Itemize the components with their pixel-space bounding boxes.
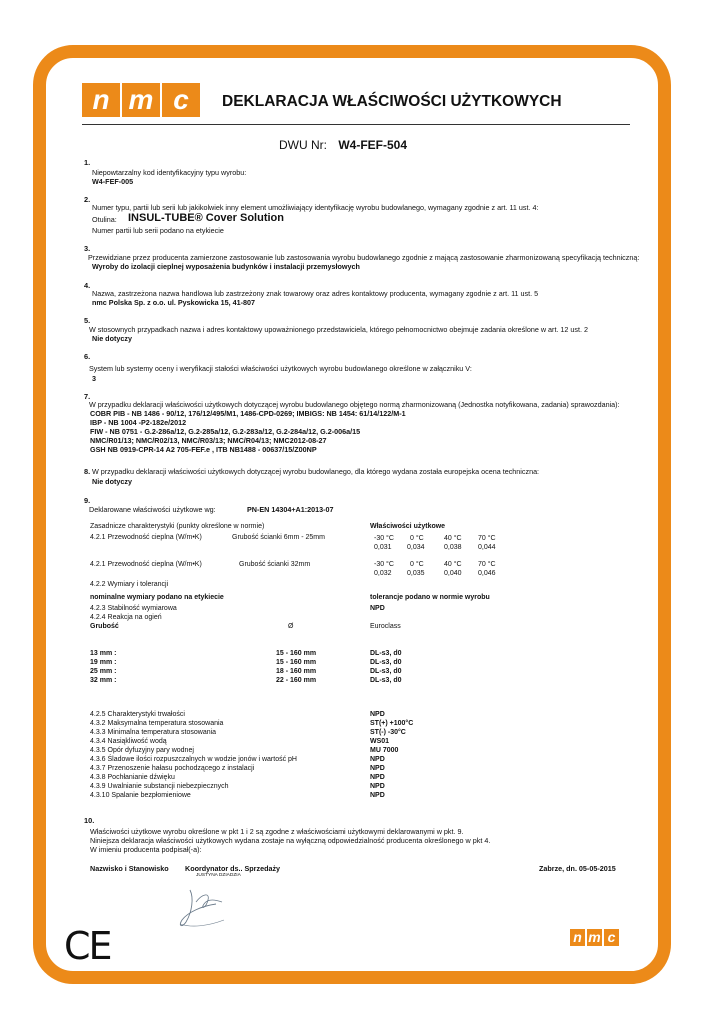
product-name: INSUL-TUBE® Cover Solution (128, 212, 284, 224)
thermal-row-1-sub: Grubość ścianki 6mm - 25mm (232, 534, 325, 541)
section-2-number: 2. (84, 195, 91, 204)
property-value: NPD (370, 783, 385, 790)
section-9-norm: PN-EN 14304+A1:2013-07 (247, 505, 334, 514)
property-value: NPD (370, 765, 385, 772)
dimensions-label: 4.2.2 Wymiary i tolerancji (90, 581, 169, 588)
section-7-number: 7. (84, 392, 91, 401)
section-1-text: Niepowtarzalny kod identyfikacyjny typu wyrobu: (92, 168, 247, 177)
section-4-value: nmc Polska Sp. z o.o. ul. Pyskowicka 15, 41-807 (92, 298, 255, 307)
property-value: NPD (370, 792, 385, 799)
logo-letter: n (82, 83, 120, 117)
property-label: 4.3.4 Nasiąkliwość wodą (90, 738, 167, 745)
section-7-line: COBR PIB - NB 1486 - 90/12, 176/12/495/M1, 1486-CPD-0269; IMBIGS: NB 1454: 61/14/122/M-1 (90, 409, 406, 418)
value-cell: 0,031 (374, 544, 392, 551)
fire-row-thickness: 13 mm : (90, 650, 117, 657)
section-7-text: W przypadku deklaracji właściwości użytkowych dotyczącej wyrobu budowlanego objętego normą zharmonizowaną (Jednostka notyfikowana, zadania) sprawozdania): (89, 400, 620, 409)
temp-cell: 0 °C (410, 535, 424, 542)
property-value: ST(-) -30°C (370, 729, 406, 736)
fire-row-class: DL-s3, d0 (370, 650, 402, 657)
property-value: NPD (370, 756, 385, 763)
section-9-number: 9. (84, 496, 91, 505)
fire-row-thickness: 32 mm : (90, 677, 117, 684)
otulina-label: Otulina: (92, 215, 117, 224)
thermal-row-1-label: 4.2.1 Przewodność cieplna (W/m•K) (90, 534, 202, 541)
property-value: ST(+) +100°C (370, 720, 414, 727)
section-1-value: W4-FEF-005 (92, 177, 134, 186)
dwu-label: DWU Nr: (279, 138, 327, 152)
dwu-number (279, 138, 407, 152)
fire-row-diameter: 15 - 160 mm (276, 659, 317, 666)
property-label: 4.3.10 Spalanie bezpłomieniowe (90, 792, 191, 799)
fire-row-thickness: 25 mm : (90, 668, 117, 675)
signatory-name: JUSTYNA DZIADZIA (196, 873, 241, 878)
fire-row-diameter: 18 - 160 mm (276, 668, 317, 675)
section-8-number: 8. (84, 467, 91, 476)
handwritten-signature (172, 884, 232, 932)
fire-header-euroclass: Euroclass (370, 623, 401, 630)
section-10-line: Właściwości użytkowe wyrobu określone w pkt 1 i 2 są zgodne z właściwościami użytkowymi deklarowanymi w pkt. 9. (90, 827, 464, 836)
section-2-text: Numer typu, partii lub serii lub jakikolwiek inny element umożliwiający identyfikację wyrobu budowlanego, wymagany zgodnie z art. 11 ust. 4: (92, 203, 539, 212)
property-value: NPD (370, 711, 385, 718)
section-4-text: Nazwa, zastrzeżona nazwa handlowa lub zastrzeżony znak towarowy oraz adres kontaktowy producenta, wymagany zgodnie z art. 11 ust. 5 (92, 289, 539, 298)
property-value: MU 7000 (370, 747, 399, 754)
section-4-number: 4. (84, 281, 91, 290)
section-5-value: Nie dotyczy (92, 334, 132, 343)
temp-cell: -30 °C (374, 561, 394, 568)
fire-row-class: DL-s3, d0 (370, 659, 402, 666)
section-10-line: Niniejsza deklaracja właściwości użytkowych wydana zostaje na wyłączną odpowiedzialność producenta określonego w pkt 4. (90, 836, 491, 845)
section-6-text: System lub systemy oceny i weryfikacji stałości właściwości użytkowych wyrobu budowlanego określone w załączniku V: (89, 364, 472, 373)
fire-reaction-label: 4.2.4 Reakcja na ogień (90, 614, 162, 621)
section-6-value: 3 (92, 374, 96, 383)
logo-letter: c (604, 929, 619, 946)
fire-row-class: DL-s3, d0 (370, 668, 402, 675)
temp-cell: 70 °C (478, 561, 496, 568)
value-cell: 0,040 (444, 570, 462, 577)
logo-letter: c (162, 83, 200, 117)
fire-row-thickness: 19 mm : (90, 659, 117, 666)
section-7-line: FIW - NB 0751 - G.2-286a/12, G.2-285a/12, G.2-283a/12, G.2-284a/12, G.2-006a/15 (90, 427, 361, 436)
value-cell: 0,034 (407, 544, 425, 551)
section-2-note: Numer partii lub serii podano na etykiecie (92, 226, 224, 235)
col-header-characteristics: Zasadnicze charakterystyki (punkty określone w normie) (90, 523, 265, 530)
thermal-row-2-label: 4.2.1 Przewodność cieplna (W/m•K) (90, 561, 202, 568)
temp-cell: -30 °C (374, 535, 394, 542)
section-6-number: 6. (84, 352, 91, 361)
section-3-text: Przewidziane przez producenta zamierzone zastosowanie lub zastosowania wyrobu budowlanego zgodnie z mającą zastosowanie zharmonizowaną specyfikacją techniczną: (88, 253, 640, 262)
signatory-label: Nazwisko i Stanowisko (90, 864, 169, 873)
thermal-row-2-sub: Grubość ścianki 32mm (239, 561, 311, 568)
page-title: DEKLARACJA WŁAŚCIWOŚCI UŻYTKOWYCH (222, 93, 562, 110)
section-3-number: 3. (84, 244, 91, 253)
fire-row-diameter: 15 - 160 mm (276, 650, 317, 657)
fire-header-thickness: Grubość (90, 623, 119, 630)
stability-value: NPD (370, 605, 385, 612)
nominal-dimensions: nominalne wymiary podano na etykiecie (90, 594, 224, 601)
fire-row-diameter: 22 - 160 mm (276, 677, 317, 684)
section-7-line: NMC/R01/13; NMC/R02/13, NMC/R03/13; NMC/R04/13; NMC2012-08-27 (90, 436, 327, 445)
section-10-number: 10. (84, 816, 95, 825)
property-value: NPD (370, 774, 385, 781)
signatory-role: Koordynator ds.. Sprzedaży (185, 864, 281, 873)
section-3-value: Wyroby do izolacji cieplnej wyposażenia budynków i instalacji przemysłowych (92, 262, 360, 271)
section-5-number: 5. (84, 316, 91, 325)
value-cell: 0,035 (407, 570, 425, 577)
fire-row-class: DL-s3, d0 (370, 677, 402, 684)
property-label: 4.3.9 Uwalnianie substancji niebezpiecznych (90, 783, 229, 790)
value-cell: 0,038 (444, 544, 462, 551)
logo-letter: m (122, 83, 160, 117)
ce-mark: CE (64, 924, 111, 968)
property-label: 4.2.5 Charakterystyki trwałości (90, 711, 185, 718)
section-10-line: W imieniu producenta podpisał(-a): (90, 845, 202, 854)
value-cell: 0,046 (478, 570, 496, 577)
nmc-logo (82, 83, 200, 117)
section-9-text: Deklarowane właściwości użytkowe wg: (89, 505, 216, 514)
section-5-text: W stosownych przypadkach nazwa i adres kontaktowy upoważnionego przedstawiciela, którego pełnomocnictwo obejmuje zadania określone w art. 12 ust. 2 (89, 325, 589, 334)
stability-label: 4.2.3 Stabilność wymiarowa (90, 605, 177, 612)
logo-letter: m (588, 929, 601, 945)
title-divider (82, 124, 630, 125)
footer-nmc-logo (570, 929, 619, 946)
property-value: WS01 (370, 738, 390, 745)
section-8-text: W przypadku deklaracji właściwości użytkowych dotyczącej wyrobu budowlanego, dla którego wydana została europejska ocena techniczna: (92, 467, 540, 476)
value-cell: 0,032 (374, 570, 392, 577)
place-date: Zabrze, dn. 05-05-2015 (539, 864, 616, 873)
value-cell: 0,044 (478, 544, 496, 551)
property-label: 4.3.8 Pochłanianie dźwięku (90, 774, 175, 781)
col-header-performance: Właściwości użytkowe (370, 523, 446, 530)
section-1-number: 1. (84, 158, 91, 167)
dwu-value: W4-FEF-504 (338, 138, 408, 152)
property-label: 4.3.3 Minimalna temperatura stosowania (90, 729, 217, 736)
section-7-line: IBP - NB 1004 -P2-182e/2012 (90, 418, 187, 427)
property-label: 4.3.2 Maksymalna temperatura stosowania (90, 720, 224, 727)
property-label: 4.3.7 Przenoszenie hałasu pochodzącego z instalacji (90, 765, 255, 772)
logo-letter: n (570, 929, 585, 946)
temp-cell: 70 °C (478, 535, 496, 542)
section-8-value: Nie dotyczy (92, 477, 132, 486)
temp-cell: 0 °C (410, 561, 424, 568)
property-label: 4.3.5 Opór dyfuzyjny pary wodnej (90, 747, 194, 754)
property-label: 4.3.6 Śladowe ilości rozpuszczalnych w wodzie jonów i wartość pH (90, 756, 297, 763)
section-7-line: GSH NB 0919-CPR-14 A2 705-FEF.e , ITB NB1488 - 00637/15/Z00NP (90, 445, 317, 454)
fire-header-diameter: Ø (288, 623, 294, 630)
tolerance-note: tolerancje podano w normie wyrobu (370, 594, 490, 601)
temp-cell: 40 °C (444, 535, 462, 542)
temp-cell: 40 °C (444, 561, 462, 568)
